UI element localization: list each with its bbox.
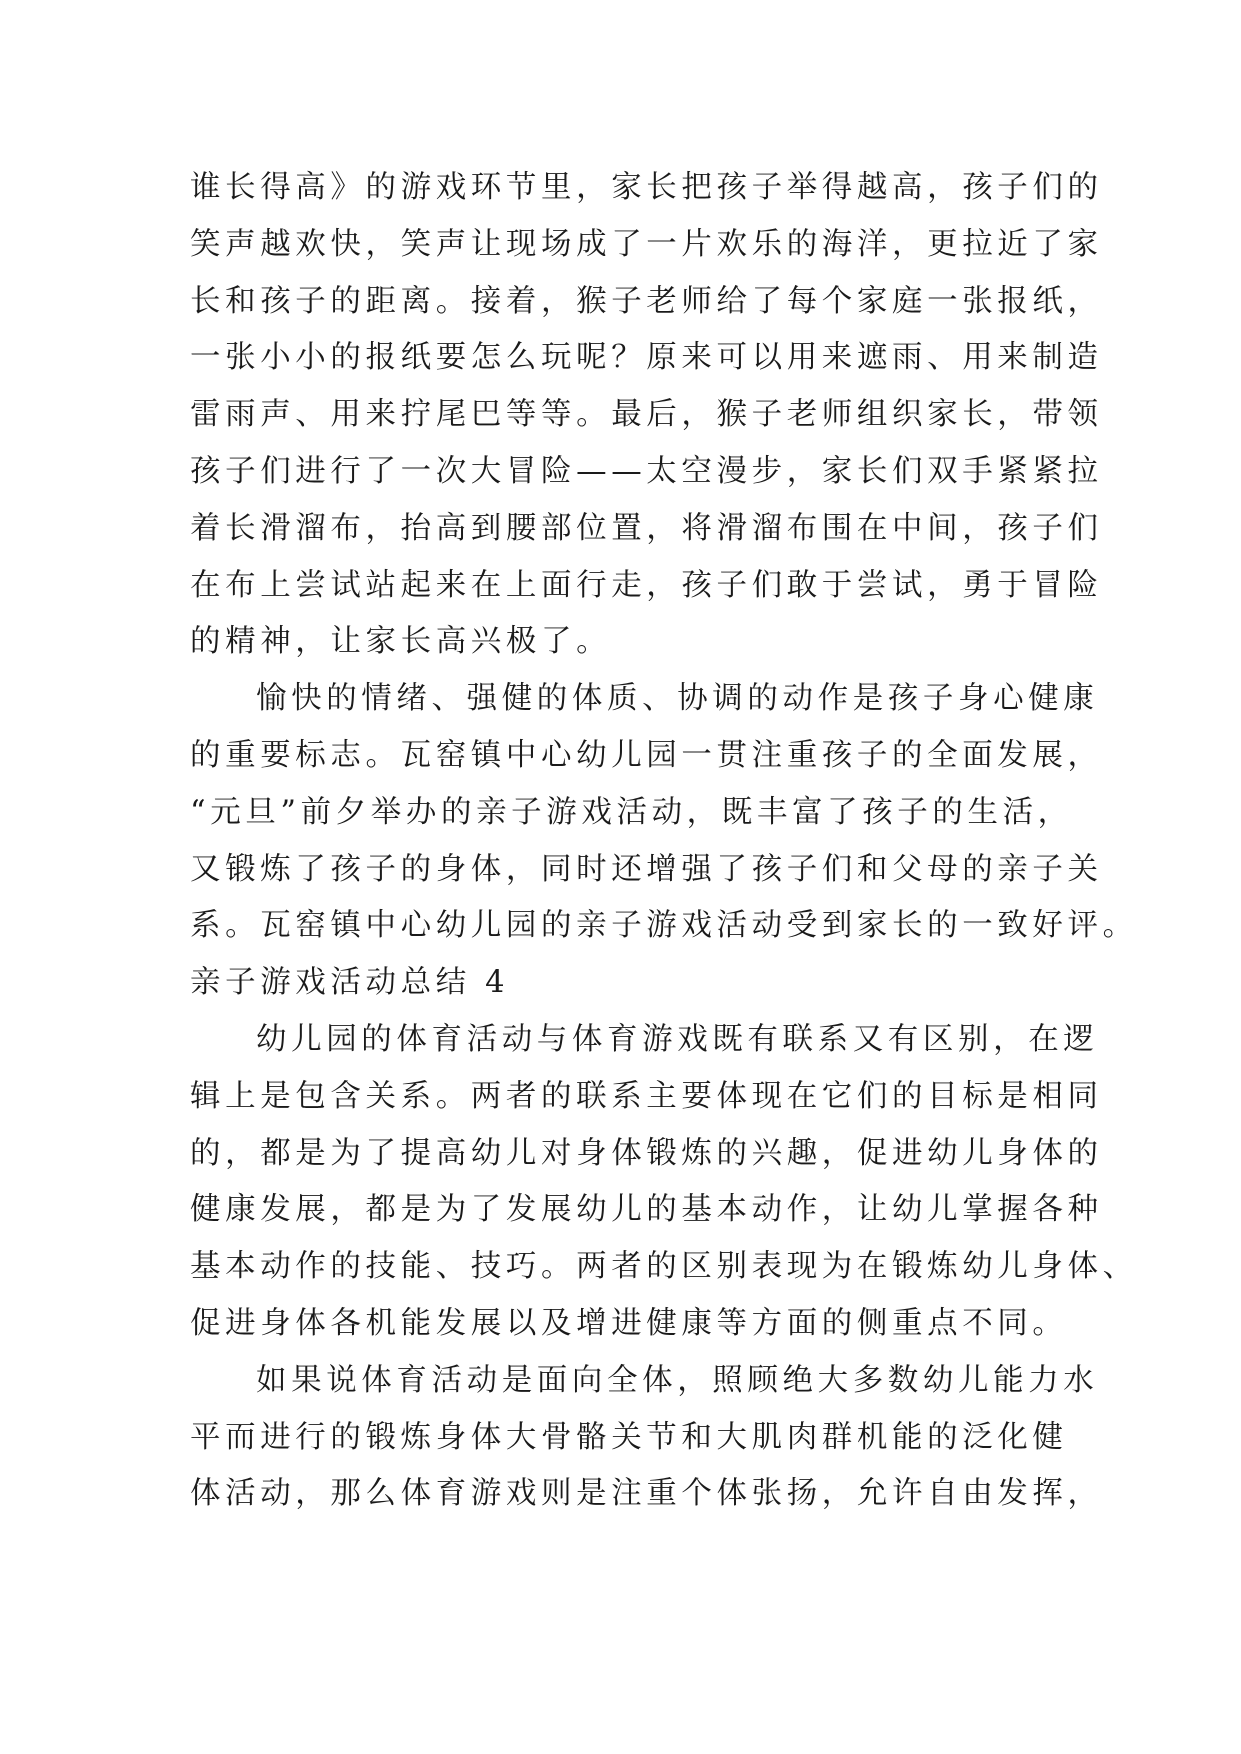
text-line: 的，都是为了提高幼儿对身体锻炼的兴趣，促进幼儿身体的 bbox=[190, 1135, 1103, 1171]
text-line: 幼儿园的体育活动与体育游戏既有联系又有区别，在逻 bbox=[256, 1021, 1099, 1057]
text-line: 如果说体育活动是面向全体，照顾绝大多数幼儿能力水 bbox=[256, 1362, 1099, 1398]
text-line: 促进身体各机能发展以及增进健康等方面的侧重点不同。 bbox=[190, 1305, 1068, 1341]
text-line: 长和孩子的距离。接着，猴子老师给了每个家庭一张报纸， bbox=[190, 283, 1103, 319]
text-line: 笑声越欢快，笑声让现场成了一片欢乐的海洋，更拉近了家 bbox=[190, 226, 1103, 262]
text-line: 亲子游戏活动总结 4 bbox=[190, 965, 510, 1001]
text-line: 的精神，让家长高兴极了。 bbox=[190, 624, 612, 660]
text-line: 的重要标志。瓦窑镇中心幼儿园一贯注重孩子的全面发展， bbox=[190, 737, 1103, 773]
text-line: 体活动，那么体育游戏则是注重个体张扬，允许自由发挥， bbox=[190, 1476, 1103, 1512]
text-line: 一张小小的报纸要怎么玩呢？原来可以用来遮雨、用来制造 bbox=[190, 340, 1103, 376]
text-line: 又锻炼了孩子的身体，同时还增强了孩子们和父母的亲子关 bbox=[190, 851, 1103, 887]
text-line: 辑上是包含关系。两者的联系主要体现在它们的目标是相同 bbox=[190, 1078, 1103, 1114]
text-line: 系。瓦窑镇中心幼儿园的亲子游戏活动受到家长的一致好评。 bbox=[190, 908, 1138, 944]
text-line: 健康发展，都是为了发展幼儿的基本动作，让幼儿掌握各种 bbox=[190, 1192, 1103, 1228]
text-line: 平而进行的锻炼身体大骨骼关节和大肌肉群机能的泛化健 bbox=[190, 1419, 1068, 1455]
text-line: 着长滑溜布，抬高到腰部位置，将滑溜布围在中间，孩子们 bbox=[190, 510, 1103, 546]
text-line: “元旦”前夕举办的亲子游戏活动，既丰富了孩子的生活， bbox=[190, 794, 1073, 830]
text-line: 在布上尝试站起来在上面行走，孩子们敢于尝试，勇于冒险 bbox=[190, 567, 1103, 603]
text-line: 雷雨声、用来拧尾巴等等。最后，猴子老师组织家长，带领 bbox=[190, 397, 1103, 433]
text-line: 基本动作的技能、技巧。两者的区别表现为在锻炼幼儿身体、 bbox=[190, 1249, 1138, 1285]
body-text bbox=[190, 160, 1138, 1523]
text-line: 愉快的情绪、强健的体质、协调的动作是孩子身心健康 bbox=[256, 681, 1099, 717]
text-line: 谁长得高》的游戏环节里，家长把孩子举得越高，孩子们的 bbox=[190, 170, 1103, 205]
text-line: 孩子们进行了一次大冒险——太空漫步，家长们双手紧紧拉 bbox=[190, 453, 1103, 489]
